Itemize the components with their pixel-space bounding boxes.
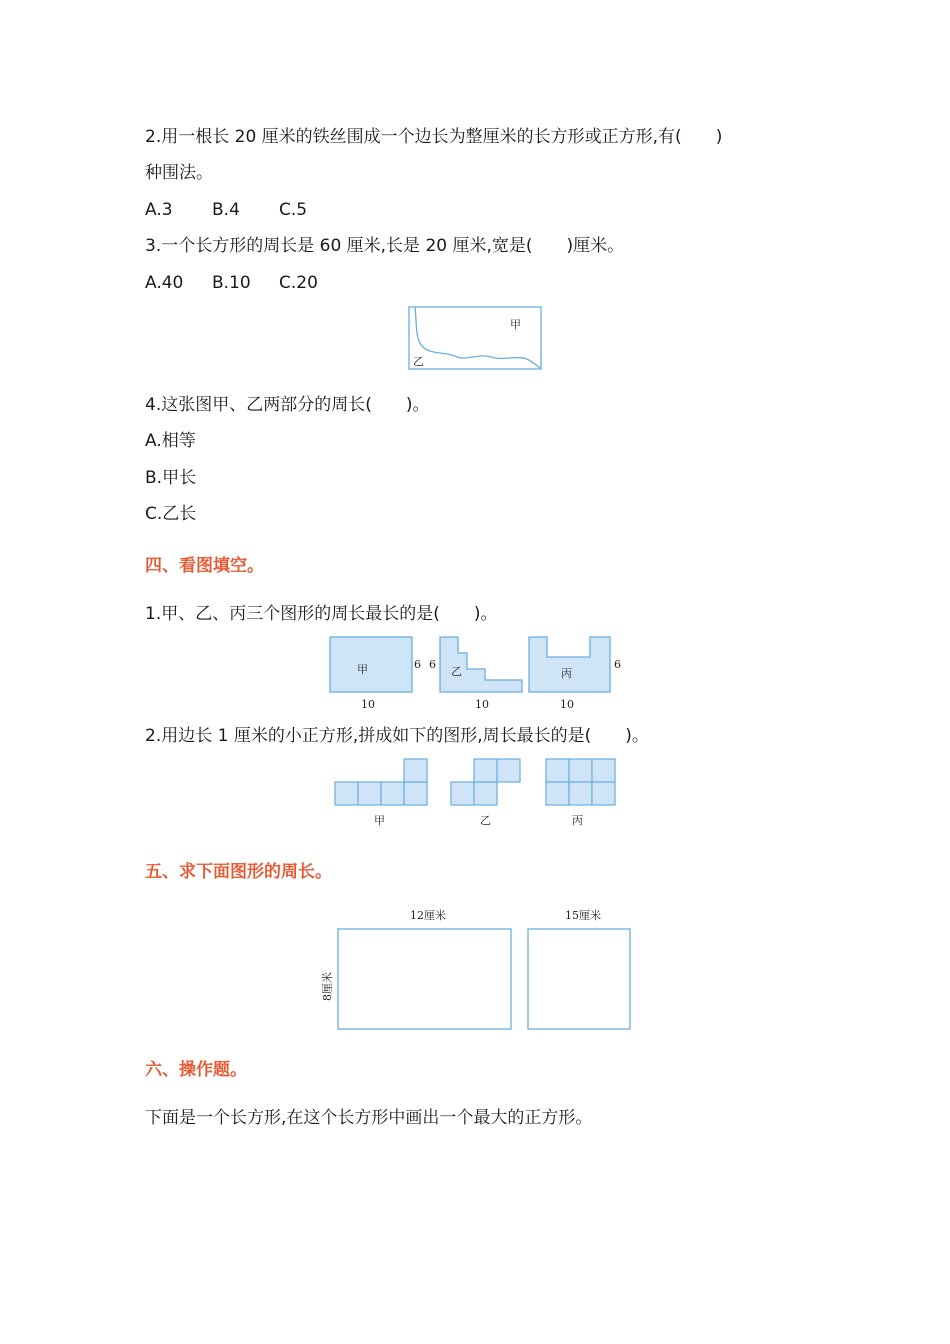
shape-bing-height: 6 xyxy=(614,658,621,671)
shape-jia-width: 10 xyxy=(361,698,375,711)
shape-bing-width: 10 xyxy=(560,698,574,711)
q3-options xyxy=(145,273,318,293)
section4-q2: 2.用边长 1 厘米的小正方形,拼成如下的图形,周长最长的是( )。 xyxy=(145,726,649,746)
q4-figure xyxy=(405,305,545,373)
squares-bing xyxy=(546,759,615,805)
q2-line1: 2.用一根长 20 厘米的铁丝围成一个边长为整厘米的长方形或正方形,有( ) xyxy=(145,127,723,147)
section5-figure xyxy=(315,905,635,1035)
shape-bing xyxy=(529,637,610,692)
q2-option-b: B.4 xyxy=(212,200,240,220)
shape-jia-label: 甲 xyxy=(357,663,368,676)
section4-q1: 1.甲、乙、丙三个图形的周长最长的是( )。 xyxy=(145,604,498,624)
rect-length-label: 12厘米 xyxy=(410,909,446,922)
q3-option-c: C.20 xyxy=(279,273,318,293)
section6-text: 下面是一个长方形,在这个长方形中画出一个最大的正方形。 xyxy=(145,1108,593,1128)
shape-yi-height: 6 xyxy=(429,658,436,671)
q4-label-yi: 乙 xyxy=(413,355,424,368)
squares-yi xyxy=(451,759,520,805)
section4-fig2 xyxy=(330,756,620,830)
squares-jia xyxy=(335,759,427,805)
q4-frame xyxy=(409,307,541,369)
shape-yi-width: 10 xyxy=(475,698,489,711)
q3-text: 3.一个长方形的周长是 60 厘米,长是 20 厘米,宽是( )厘米。 xyxy=(145,236,625,256)
section5-title: 五、求下面图形的周长。 xyxy=(145,862,332,882)
shape-jia-height: 6 xyxy=(414,658,421,671)
q3-option-b: B.10 xyxy=(212,273,251,293)
square xyxy=(528,929,630,1029)
shape-bing-label: 丙 xyxy=(561,667,572,680)
rect-width-label: 8厘米 xyxy=(321,972,334,1001)
section6-title: 六、操作题。 xyxy=(145,1060,247,1080)
q4-label-jia: 甲 xyxy=(510,318,521,331)
squares-jia-label: 甲 xyxy=(374,814,385,827)
shape-yi-label: 乙 xyxy=(451,665,462,678)
q2-option-c: C.5 xyxy=(279,200,308,220)
shape-jia xyxy=(330,637,412,692)
q4-option-b: B.甲长 xyxy=(145,468,197,488)
section4-fig1 xyxy=(325,633,635,715)
q4-option-a: A.相等 xyxy=(145,431,196,451)
squares-yi-label: 乙 xyxy=(480,814,491,827)
q4-option-c: C.乙长 xyxy=(145,504,197,524)
rectangle xyxy=(338,929,511,1029)
q4-text: 4.这张图甲、乙两部分的周长( )。 xyxy=(145,395,430,415)
q2-option-a: A.3 xyxy=(145,200,173,220)
q2-line2: 种围法。 xyxy=(145,163,213,183)
square-side-label: 15厘米 xyxy=(565,909,601,922)
squares-bing-label: 丙 xyxy=(572,814,583,827)
section4-title: 四、看图填空。 xyxy=(145,556,264,576)
q3-option-a: A.40 xyxy=(145,273,184,293)
q2-options xyxy=(145,200,307,220)
